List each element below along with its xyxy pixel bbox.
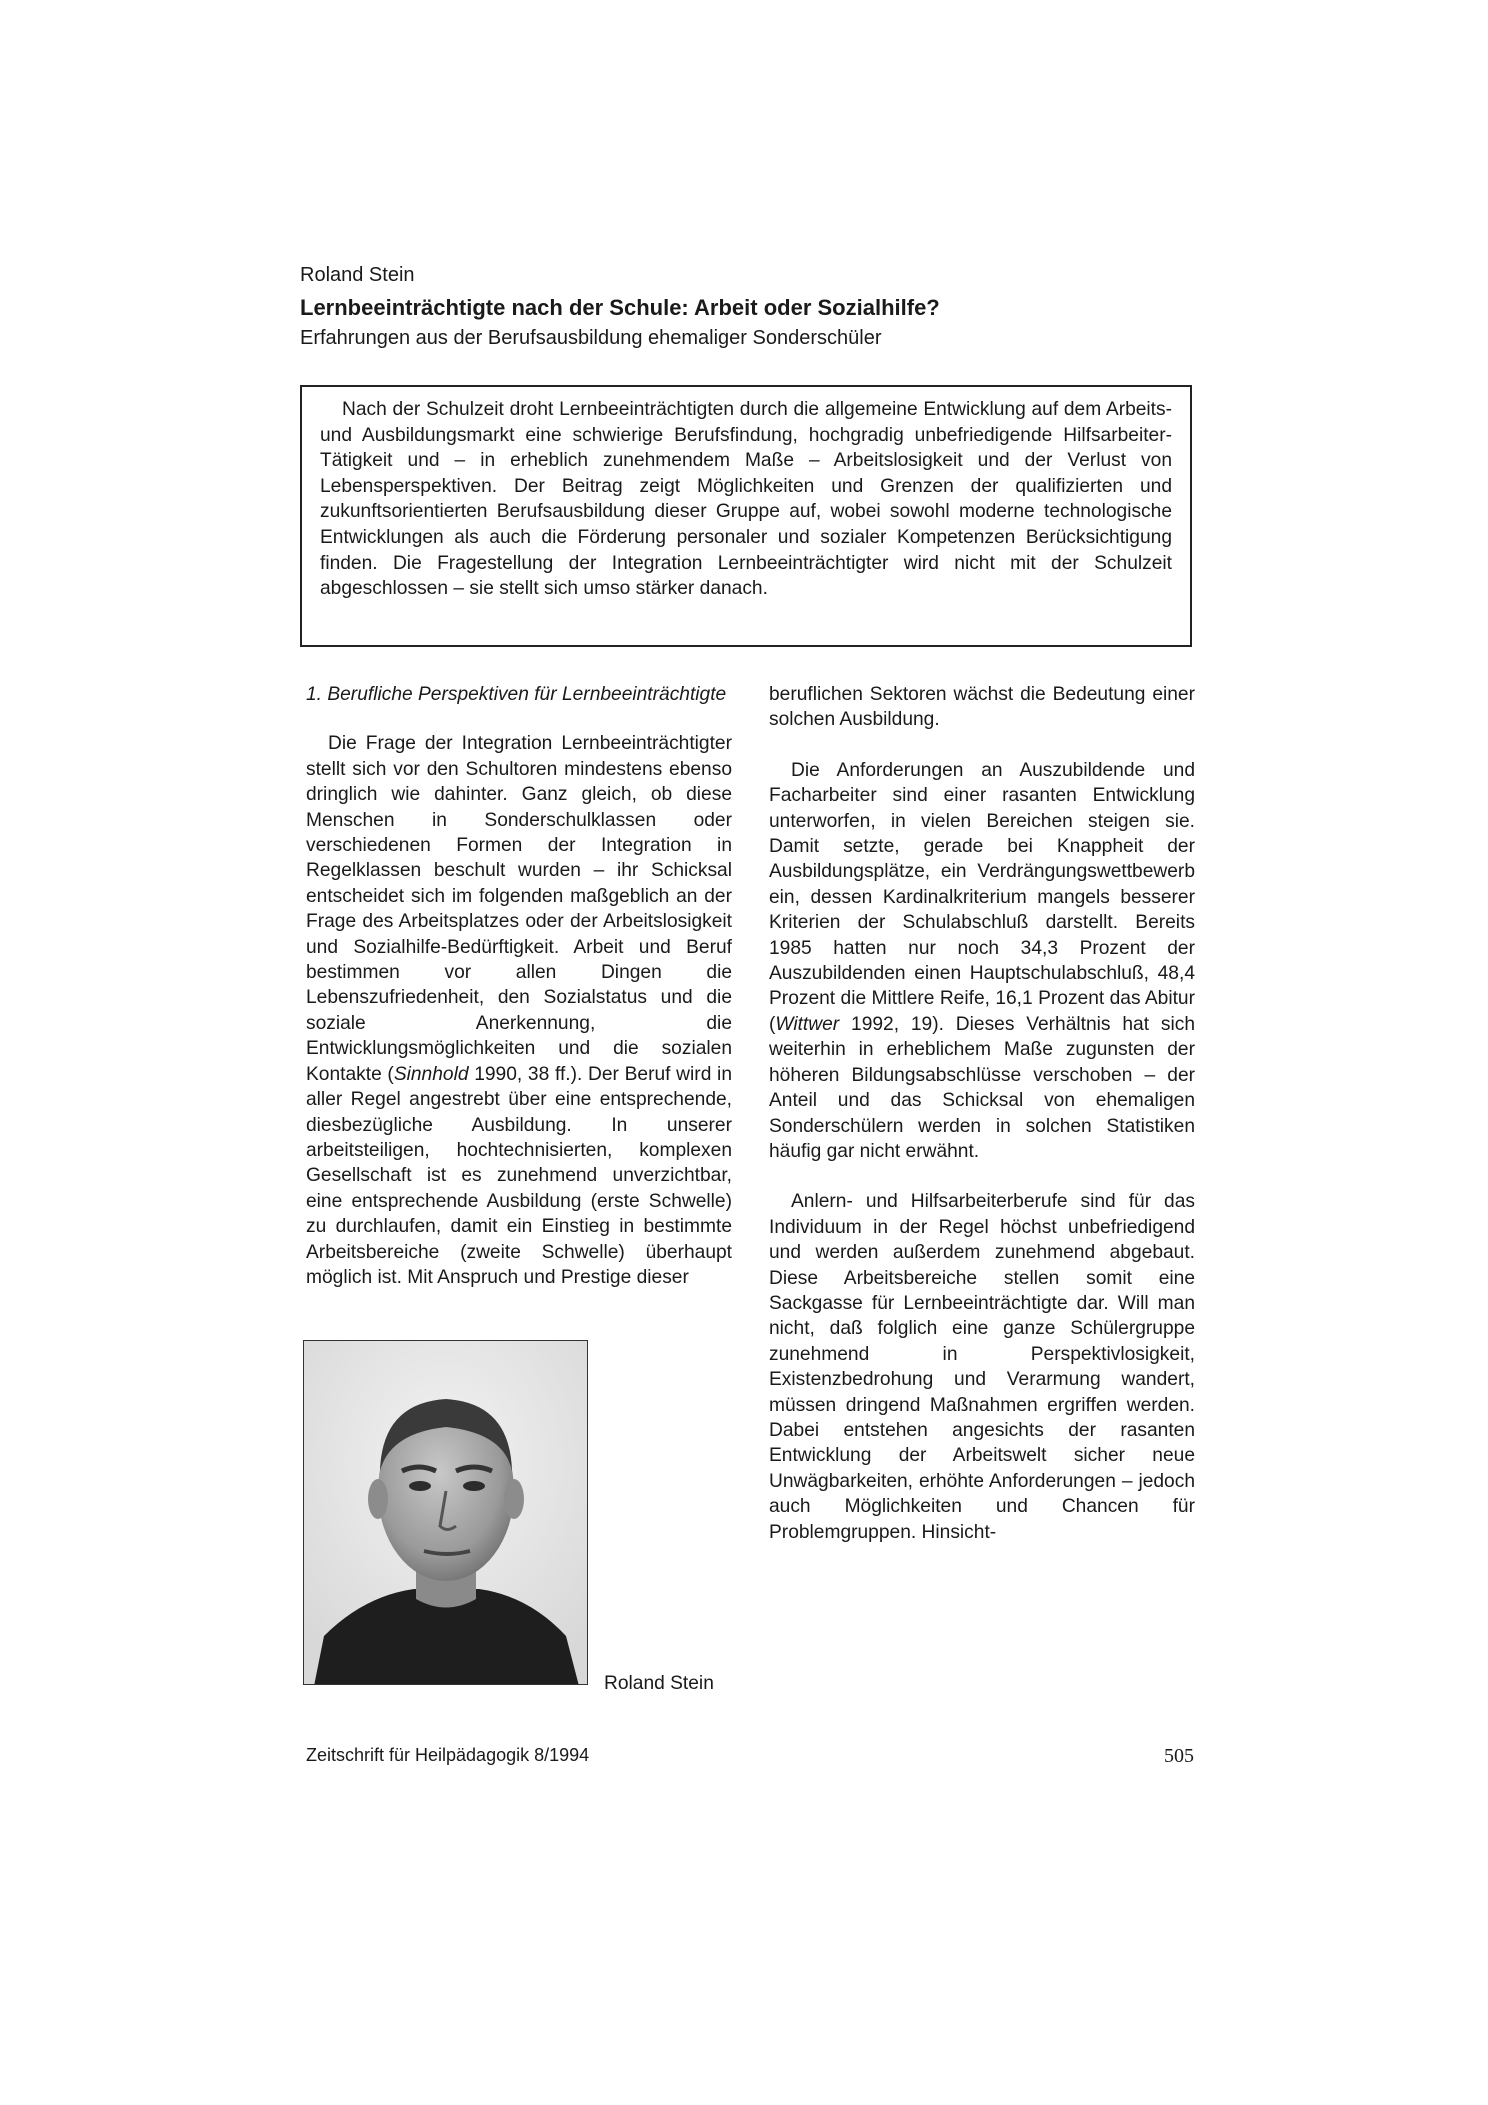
paragraph-2-text-b: 1992, 19). Dieses Verhältnis hat sich weiterhin in erheblichem Maße zugunsten der höheren Bildungsabschlüsse verschoben – der Anteil und das Schicksal von ehemaligen Sonderschülern werden in solchen Statistiken häufig gar nicht erwähnt. [769, 1013, 1195, 1162]
section-heading: 1. Berufliche Perspektiven für Lernbeeinträchtigte [306, 684, 727, 705]
abstract-box [300, 385, 1192, 647]
text-column-right [769, 682, 1195, 1545]
page-number: 505 [1164, 1745, 1194, 1767]
article-header [300, 264, 1200, 350]
author-photo [303, 1340, 588, 1685]
paragraph-2-text-a: Die Anforderungen an Auszubildende und Facharbeiter sind einer rasanten Entwicklung unterworfen, in vielen Bereichen steigen sie. Damit setzte, gerade bei Knappheit der Ausbildungsplätze, ein Verdrängungswettbewerb ein, dessen Kardinalkriterium mangels besserer Kriterien der Schulabschluß darstellt. Bereits 1985 hatten nur noch 34,3 Prozent der Auszubildenden einen Hauptschulabschluß, 48,4 Prozent die Mittlere Reife, 16,1 Prozent das Abitur ( [769, 759, 1195, 1035]
paragraph-2 [769, 758, 1195, 1165]
article-subtitle: Erfahrungen aus der Berufsausbildung ehemaliger Sonderschüler [300, 327, 882, 349]
article-title: Lernbeeinträchtigte nach der Schule: Arbeit oder Sozialhilfe? [300, 295, 940, 320]
paragraph-1-text-a: Die Frage der Integration Lernbeeinträchtigter stellt sich vor den Schultoren mindestens ebenso dringlich wie dahinter. Ganz gleich, ob diese Menschen in Sonderschulklassen oder verschiedenen Formen der Integration in Regelklassen beschult wurden – ihr Schicksal entscheidet sich im folgenden maßgeblich an der Frage des Arbeitsplatzes oder der Arbeitslosigkeit und Sozialhilfe-Bedürftigkeit. Arbeit und Beruf bestimmen vor allen Dingen die Lebenszufriedenheit, den Sozialstatus und die soziale Anerkennung, die Entwicklungsmöglichkeiten und die sozialen Kontakte ( [306, 733, 732, 1085]
paragraph-1-text-b: 1990, 38 ff.). Der Beruf wird in aller Regel angestrebt über eine entsprechende, diesbezügliche Ausbildung. In unserer arbeitsteiligen, hochtechnisierten, komplexen Gesellschaft ist es zunehmend unverzichtbar, eine entsprechende Ausbildung (erste Schwelle) zu durchlaufen, damit ein Einstieg in bestimmte Arbeitsbereiche (zweite Schwelle) überhaupt möglich ist. Mit Anspruch und Prestige dieser [306, 1063, 732, 1288]
photo-caption: Roland Stein [604, 1673, 714, 1694]
text-column-left [306, 682, 732, 1290]
abstract-text: Nach der Schulzeit droht Lernbeeinträchtigten durch die allgemeine Entwicklung auf dem Arbeits- und Ausbildungsmarkt eine schwierige Berufsfindung, hochgradig unbefriedigende Hilfsarbeiter-Tätigkeit und – in erheblich zunehmendem Maße – Arbeitslosigkeit und der Verlust von Lebensperspektiven. Der Beitrag zeigt Möglichkeiten und Grenzen der qualifizierten und zukunftsorientierten Berufsausbildung dieser Gruppe auf, wobei sowohl moderne technologische Entwicklungen als auch die Förderung personaler und sozialer Kompetenzen Berücksichtigung finden. Die Fragestellung der Integration Lernbeeinträchtigter wird nicht mit der Schulzeit abgeschlossen – sie stellt sich umso stärker danach. [320, 399, 1172, 600]
paragraph-1-part-a [306, 731, 732, 1290]
paragraph-1-continued: beruflichen Sektoren wächst die Bedeutung einer solchen Ausbildung. [769, 684, 1195, 731]
paragraph-3: Anlern- und Hilfsarbeiterberufe sind für das Individuum in der Regel höchst unbefriedigend und werden außerdem zunehmend abgebaut. Diese Arbeitsbereiche stellen somit eine Sackgasse für Lernbeeinträchtigte dar. Will man nicht, daß folglich eine ganze Schülergruppe zunehmend in Perspektivlosigkeit, Existenzbedrohung und Verarmung wandert, müssen dringend Maßnahmen ergriffen werden. Dabei entstehen angesichts der rasanten Entwicklung der Arbeitswelt sicher neue Unwägbarkeiten, erhöhte Anforderungen – jedoch auch Möglichkeiten und Chancen für Problemgruppen. Hinsicht- [769, 1191, 1195, 1543]
author-name: Roland Stein [300, 264, 415, 286]
footer-journal: Zeitschrift für Heilpädagogik 8/1994 [306, 1745, 590, 1765]
citation-author: Wittwer [775, 1013, 840, 1035]
portrait-image [304, 1341, 588, 1685]
citation-author: Sinnhold [393, 1063, 469, 1085]
